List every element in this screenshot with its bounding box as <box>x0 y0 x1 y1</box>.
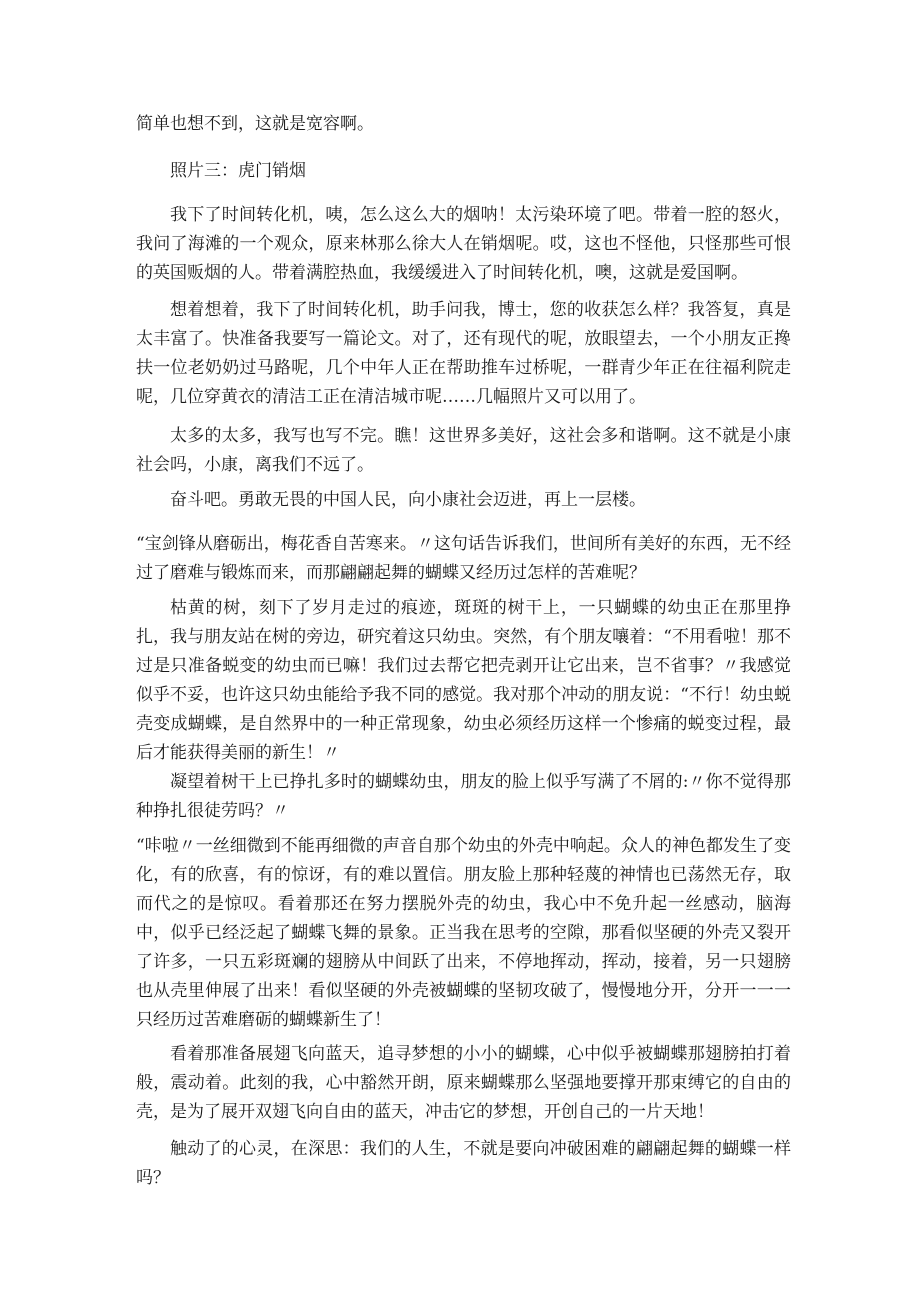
paragraph-12: 触动了的心灵，在深思：我们的人生，不就是要向冲破困难的翩翩起舞的蝴蝶一样吗？ <box>136 1139 791 1188</box>
paragraph-8: 枯黄的树，刻下了岁月走过的痕迹，斑斑的树干上，一只蝴蝶的幼虫正在那里挣扎，我与朋友站在树的旁边，研究着这只幼虫。突然，有个朋友嚷着：“不用看啦！那不过是只准备蜕变的幼虫而已嘛！我们过去帮它把壳剥开让它出来，岂不省事？〃我感觉似乎不妥，也许这只幼虫能给予我不同的感觉。我对那个冲动的朋友说：“不行！幼虫蜕壳变成蝴蝶，是自然界中的一种正常现象，幼虫必须经历这样一个惨痛的蜕变过程，最后才能获得美丽的新生！〃 <box>136 598 791 763</box>
paragraph-1: 简单也想不到，这就是宽容啊。 <box>136 114 374 134</box>
paragraph-10: “咔啦〃一丝细微到不能再细微的声音自那个幼虫的外壳中响起。众人的神色都发生了变化，有的欣喜，有的惊讶，有的难以置信。朋友脸上那种轻蔑的神情也已荡然无存，取而代之的是惊叹。看着那还在努力摆脱外壳的幼虫，我心中不免升起一丝感动，脑海中，似乎已经泛起了蝴蝶飞舞的景象。正当我在思考的空隙，那看似坚硬的外壳又裂开了许多，一只五彩斑斓的翅膀从中间跃了出来，不停地挥动，挥动，接着，另一只翅膀也从壳里伸展了出来！看似坚硬的外壳被蝴蝶的坚韧攻破了，慢慢地分开，分开一一一只经历过苦难磨砺的蝴蝶新生了！ <box>136 836 791 1030</box>
paragraph-11: 看着那准备展翅飞向蓝天，追寻梦想的小小的蝴蝶，心中似乎被蝴蝶那翅膀拍打着般，震动着。此刻的我，心中豁然开朗，原来蝴蝶那么坚强地要撑开那束缚它的自由的壳，是为了展开双翅飞向自由的蓝天，冲击它的梦想，开创自己的一片天地！ <box>136 1044 791 1122</box>
paragraph-5: 太多的太多，我写也写不完。瞧！这世界多美好，这社会多和谐啊。这不就是小康社会吗，小康，离我们不远了。 <box>136 426 791 475</box>
paragraph-4: 想着想着，我下了时间转化机，助手问我，博士，您的收获怎么样？我答复，真是太丰富了。快准备我要写一篇论文。对了，还有现代的呢，放眼望去，一个小朋友正搀扶一位老奶奶过马路呢，几个中年人正在帮助推车过桥呢，一群青少年正在往福利院走呢，几位穿黄衣的清洁工正在清洁城市呢……几幅照片又可以用了。 <box>136 300 791 407</box>
paragraph-3: 我下了时间转化机，咦，怎么这么大的烟呐！太污染环境了吧。带着一腔的怒火，我问了海滩的一个观众，原来林那么徐大人在销烟呢。哎，这也不怪他，只怪那些可恨的英国贩烟的人。带着满腔热血，我缓缓进入了时间转化机，噢，这就是爱国啊。 <box>136 205 791 283</box>
paragraph-7: “宝剑锋从磨砺出，梅花香自苦寒来。〃这句话告诉我们，世间所有美好的东西，无不经过了磨难与锻炼而来，而那翩翩起舞的蝴蝶又经历过怎样的苦难呢？ <box>136 534 791 583</box>
paragraph-6: 奋斗吧。勇敢无畏的中国人民，向小康社会迈进，再上一层楼。 <box>170 490 646 510</box>
paragraph-9: 凝望着树干上已挣扎多时的蝴蝶幼虫，朋友的脸上似乎写满了不屑的:〃你不觉得那种挣扎很徒劳吗？〃 <box>136 772 791 821</box>
paragraph-2: 照片三：虎门销烟 <box>170 161 306 181</box>
